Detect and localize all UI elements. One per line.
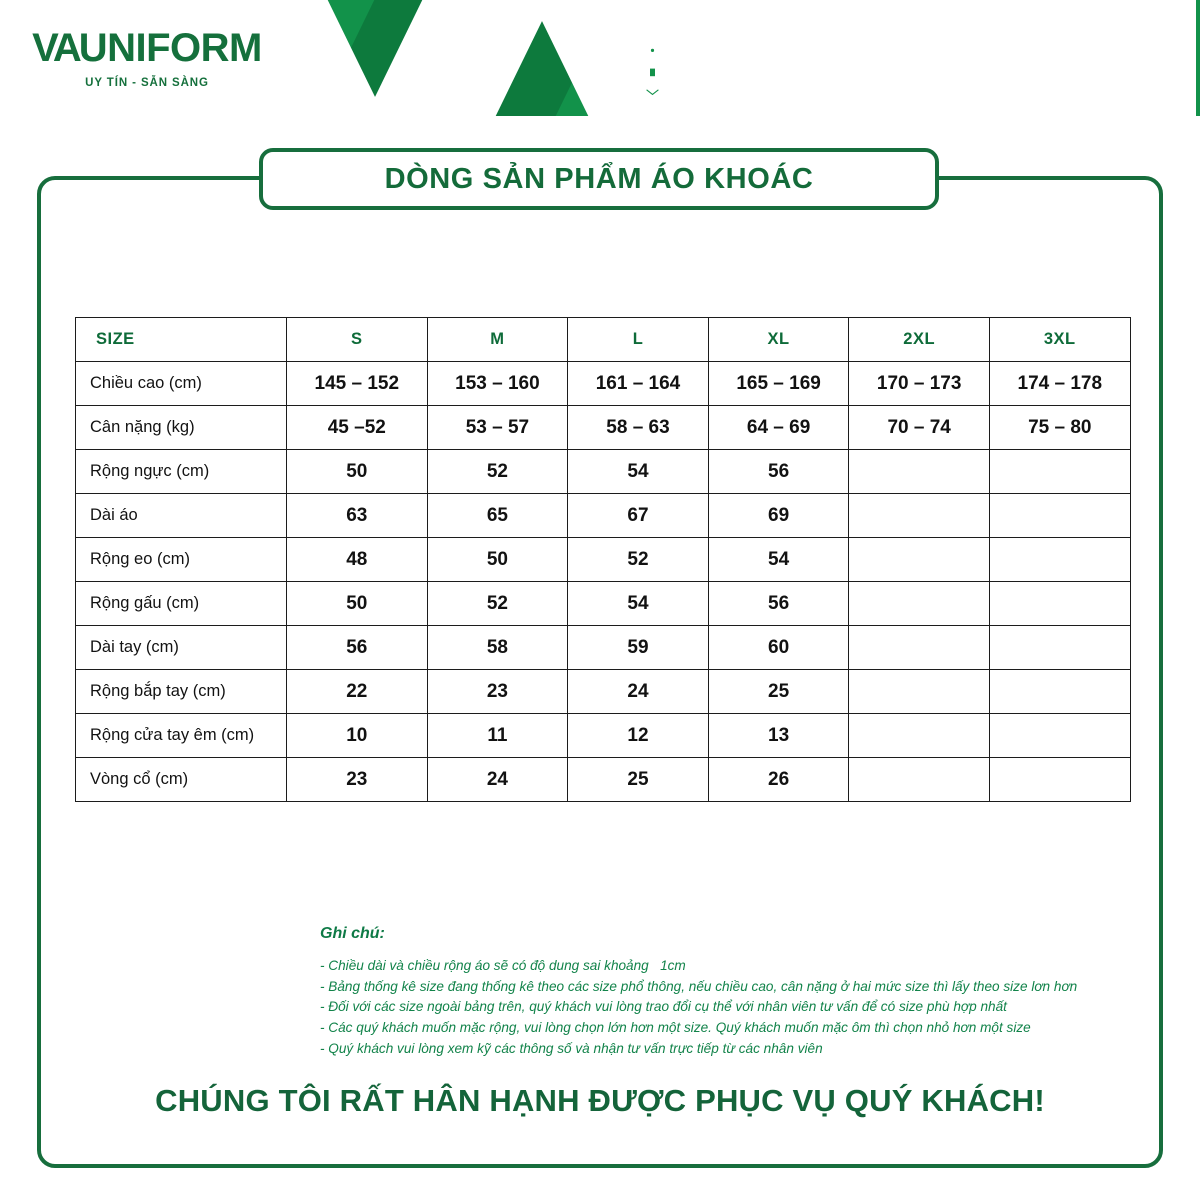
table-cell: 63 <box>287 494 428 538</box>
table-row <box>76 758 1131 802</box>
table-cell: 26 <box>708 758 849 802</box>
table-cell: 25 <box>708 670 849 714</box>
location-pin-icon <box>645 46 660 58</box>
table-head <box>76 318 1131 362</box>
table-body <box>76 362 1131 802</box>
brand-logo <box>22 28 272 89</box>
table-cell: 52 <box>427 582 568 626</box>
table-cell: 58 – 63 <box>568 406 709 450</box>
note-item: - Đối với các size ngoài bảng trên, quý khách vui lòng trao đổi cụ thể với nhân viên tư vấn để có size phù hợp nhất <box>320 999 1007 1015</box>
table-cell: 58 <box>427 626 568 670</box>
row-label: Chiều cao (cm) <box>76 362 287 406</box>
table-cell: 11 <box>427 714 568 758</box>
table-cell <box>849 626 990 670</box>
table-cell: 24 <box>568 670 709 714</box>
hotline-text: Hotline (+84) 913 003 978 <box>660 64 804 79</box>
table-row <box>76 538 1131 582</box>
contact-factory <box>645 43 1190 61</box>
table-cell: 56 <box>708 582 849 626</box>
table-cell <box>989 538 1130 582</box>
table-cell: 12 <box>568 714 709 758</box>
row-label: Cân nặng (kg) <box>76 406 287 450</box>
row-label: Rộng gấu (cm) <box>76 582 287 626</box>
column-header-size: SIZE <box>76 318 287 362</box>
table-cell <box>849 758 990 802</box>
globe-icon <box>888 88 903 99</box>
note-item: - Chiều dài và chiều rộng áo sẽ có độ dung sai khoảng 1cm <box>320 958 686 973</box>
table-cell: 23 <box>287 758 428 802</box>
table-row <box>76 670 1131 714</box>
column-header-s: S <box>287 318 428 362</box>
table-cell <box>989 714 1130 758</box>
table-cell: 60 <box>708 626 849 670</box>
table-cell: 174 – 178 <box>989 362 1130 406</box>
table-cell: 56 <box>287 626 428 670</box>
size-table <box>75 317 1131 802</box>
email-group <box>645 85 830 103</box>
table-cell <box>989 670 1130 714</box>
company-info <box>645 16 1190 103</box>
table-cell: 13 <box>708 714 849 758</box>
page-title: DÒNG SẢN PHẨM ÁO KHOÁC <box>384 162 814 195</box>
tel-group <box>862 64 1065 82</box>
table-cell: 52 <box>568 538 709 582</box>
table-row <box>76 362 1131 406</box>
email-text: Email: kimthoa@vinhanco.com <box>660 85 831 100</box>
table-cell: 54 <box>708 538 849 582</box>
table-row <box>76 582 1131 626</box>
table-cell: 165 – 169 <box>708 362 849 406</box>
column-header-xl: XL <box>708 318 849 362</box>
table-cell <box>849 714 990 758</box>
table-cell: 170 – 173 <box>849 362 990 406</box>
table-cell: 50 <box>287 450 428 494</box>
company-name: VINH AN SERVICE AND TRADING COMPANY <box>645 15 1117 39</box>
table-cell: 50 <box>287 582 428 626</box>
website-text: www.vinhan.com.vn <box>939 85 1049 100</box>
row-label: Rộng eo (cm) <box>76 538 287 582</box>
footer-section <box>0 1083 1200 1119</box>
table-cell: 56 <box>708 450 849 494</box>
table-cell: 153 – 160 <box>427 362 568 406</box>
table-cell: 22 <box>287 670 428 714</box>
notes-title: Ghi chú: <box>320 925 385 942</box>
table-cell <box>989 758 1130 802</box>
factory-address: Factory: Group 22 Dong Anh Town, Dong Anh District, Ha Noi City. <box>660 43 1025 58</box>
column-header-m: M <box>427 318 568 362</box>
table-cell: 65 <box>427 494 568 538</box>
table-cell: 75 – 80 <box>989 406 1130 450</box>
logo-monogram: VA <box>32 26 79 70</box>
column-header-3xl: 3XL <box>989 318 1130 362</box>
size-table-wrapper <box>75 317 1130 802</box>
table-cell: 48 <box>287 538 428 582</box>
table-cell: 45 –52 <box>287 406 428 450</box>
logo-word: UNIFORM <box>78 26 262 70</box>
note-item: - Quý khách vui lòng xem kỹ các thông số và nhận tư vấn trực tiếp từ các nhân viên <box>320 1040 823 1056</box>
table-cell: 23 <box>427 670 568 714</box>
row-label: Rộng bắp tay (cm) <box>76 670 287 714</box>
table-cell <box>989 582 1130 626</box>
table-cell <box>849 582 990 626</box>
row-label: Vòng cổ (cm) <box>76 758 287 802</box>
table-cell: 145 – 152 <box>287 362 428 406</box>
table-header-row <box>76 318 1131 362</box>
note-item: - Bảng thống kê size đang thống kê theo các size phổ thông, nếu chiều cao, cân nặng ở hai mức size thì lấy theo size lơn hơn <box>320 978 1078 994</box>
hotline-group <box>645 64 804 82</box>
table-cell <box>989 626 1130 670</box>
notes-section <box>320 925 1150 1059</box>
row-label: Rộng cửa tay êm (cm) <box>76 714 287 758</box>
contact-email-row <box>645 85 1190 103</box>
page-title-box <box>259 148 939 210</box>
table-cell: 53 – 57 <box>427 406 568 450</box>
table-cell: 54 <box>568 582 709 626</box>
table-row <box>76 626 1131 670</box>
table-cell <box>849 670 990 714</box>
contact-phone-row <box>645 64 1190 82</box>
envelope-icon <box>645 89 660 99</box>
table-cell: 50 <box>427 538 568 582</box>
row-label: Dài tay (cm) <box>76 626 287 670</box>
table-cell: 69 <box>708 494 849 538</box>
telephone-icon <box>862 67 877 78</box>
column-header-2xl: 2XL <box>849 318 990 362</box>
table-cell: 59 <box>568 626 709 670</box>
row-label: Rộng ngực (cm) <box>76 450 287 494</box>
table-row <box>76 714 1131 758</box>
table-cell: 52 <box>427 450 568 494</box>
row-label: Dài áo <box>76 494 287 538</box>
table-row <box>76 450 1131 494</box>
logo-wordmark <box>22 28 272 68</box>
table-cell: 161 – 164 <box>568 362 709 406</box>
table-cell: 70 – 74 <box>849 406 990 450</box>
footer-message: CHÚNG TÔI RẤT HÂN HẠNH ĐƯỢC PHỤC VỤ QUÝ KHÁCH! <box>155 1083 1045 1118</box>
table-cell: 25 <box>568 758 709 802</box>
table-row <box>76 406 1131 450</box>
table-cell: 64 – 69 <box>708 406 849 450</box>
logo-tagline: UY TÍN - SẴN SÀNG <box>85 77 209 89</box>
table-cell <box>849 450 990 494</box>
table-cell: 10 <box>287 714 428 758</box>
table-row <box>76 494 1131 538</box>
column-header-l: L <box>568 318 709 362</box>
table-cell: 67 <box>568 494 709 538</box>
table-cell: 54 <box>568 450 709 494</box>
notes-list <box>320 956 1150 1059</box>
table-cell <box>989 450 1130 494</box>
table-cell <box>849 538 990 582</box>
table-cell: 24 <box>427 758 568 802</box>
table-cell <box>989 494 1130 538</box>
mobile-phone-icon <box>645 67 660 79</box>
tel-text: Tel: (+84) 243 2043125/126 <box>912 64 1065 79</box>
note-item: - Các quý khách muốn mặc rộng, vui lòng chọn lớn hơn một size. Quý khách muốn mặc ôm thì chọn nhỏ hơn một size <box>320 1019 1031 1035</box>
table-cell <box>849 494 990 538</box>
website-group <box>888 85 1049 103</box>
